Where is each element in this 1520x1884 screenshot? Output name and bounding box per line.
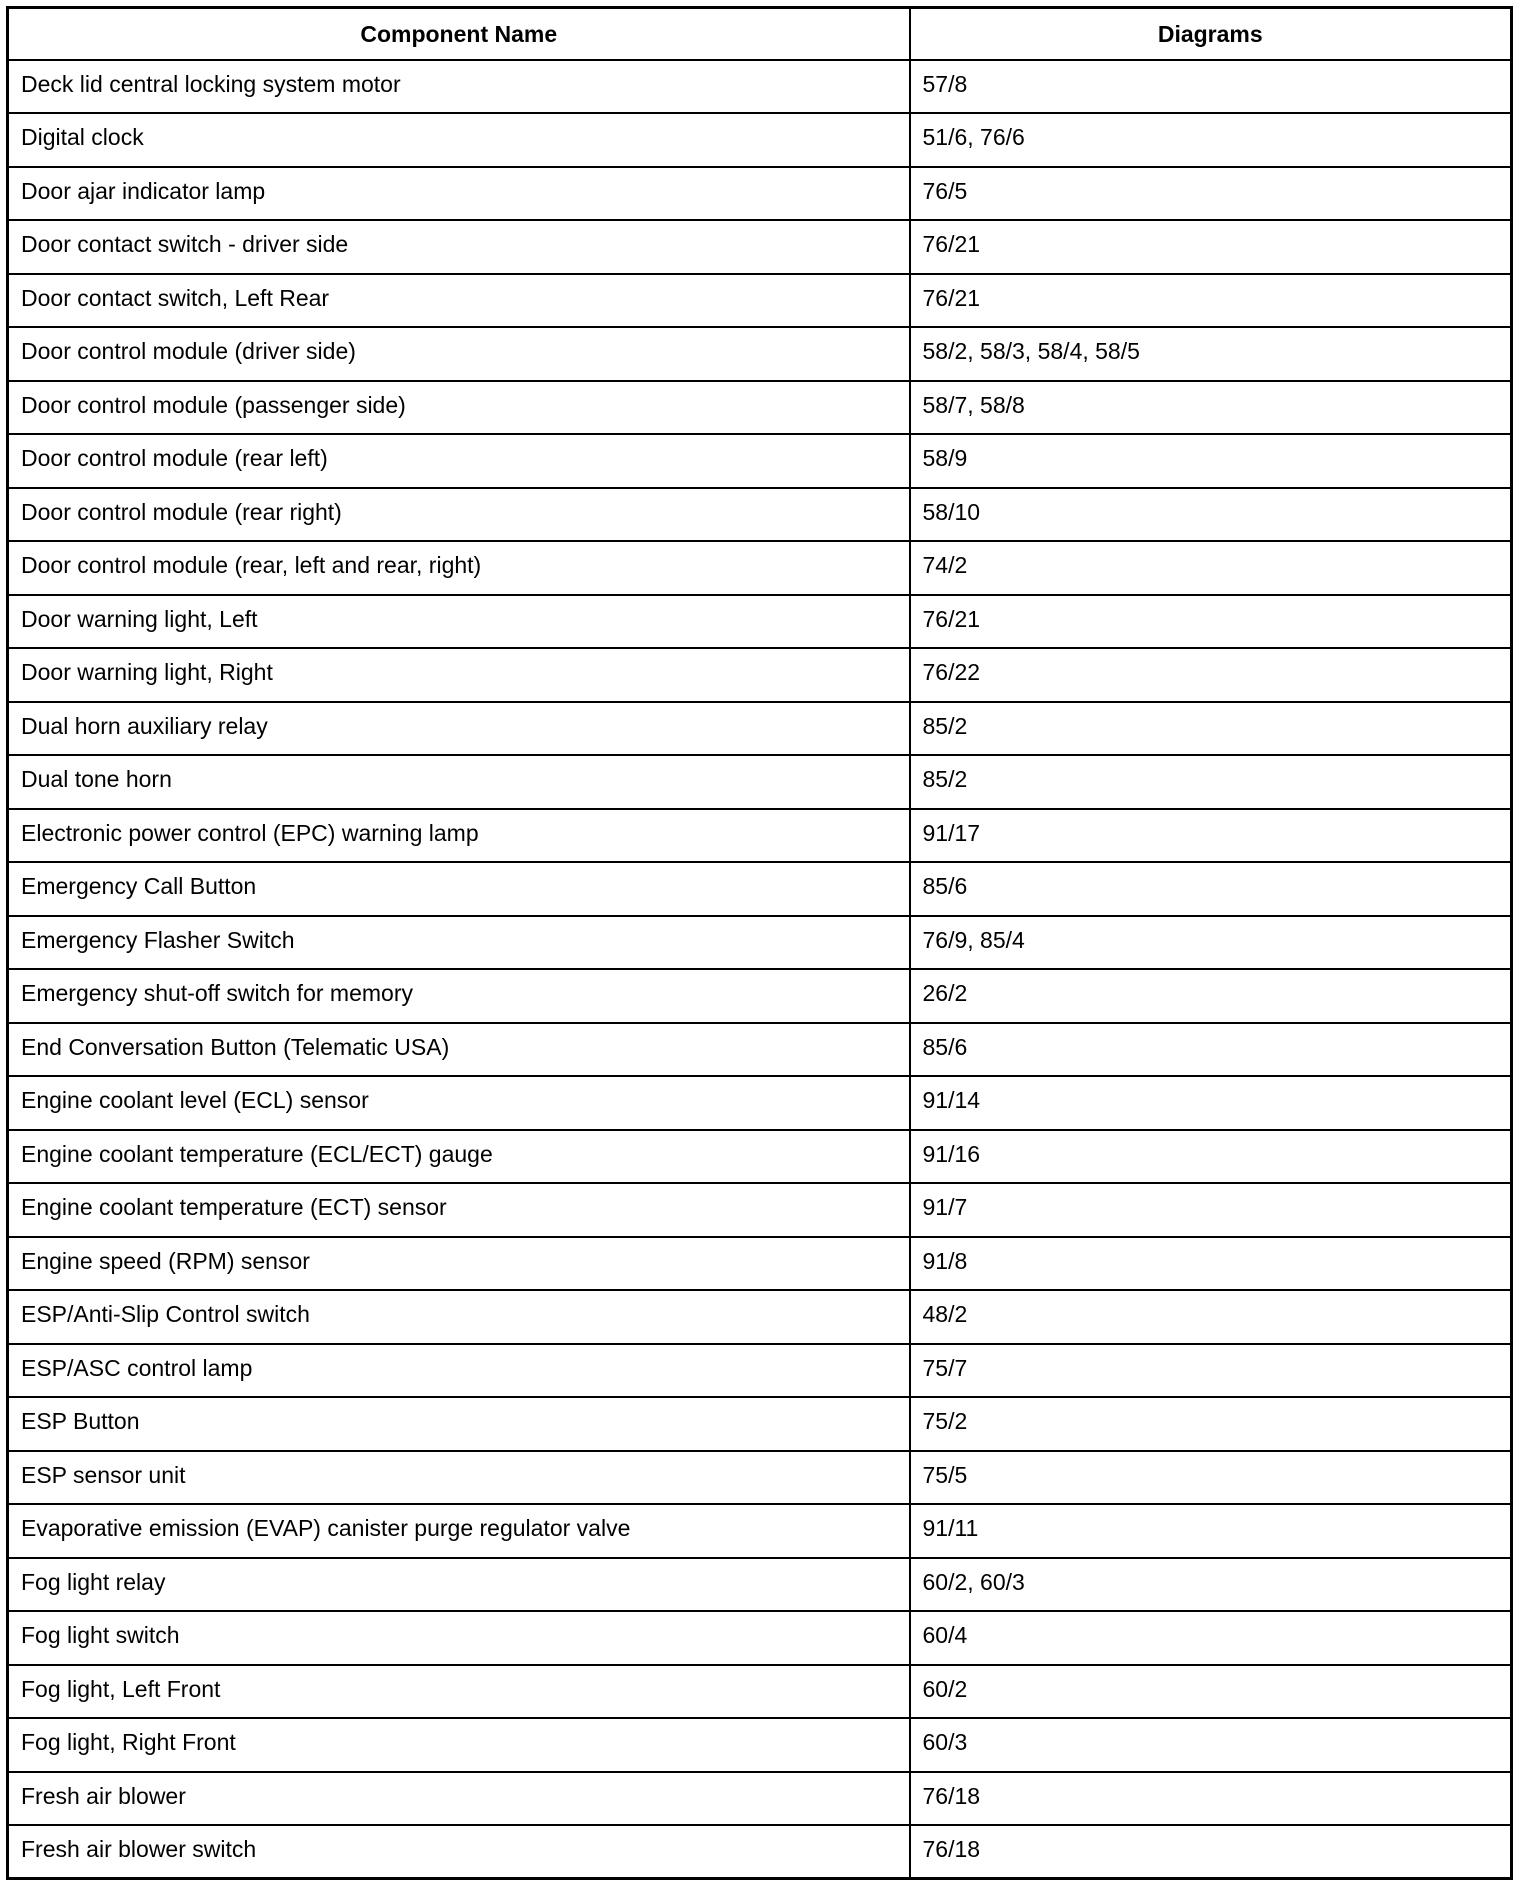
- diagrams-cell: 60/2, 60/3: [910, 1558, 1512, 1612]
- component-name-cell: Digital clock: [8, 113, 910, 167]
- table-row: [8, 1772, 1512, 1826]
- diagrams-cell: 58/2, 58/3, 58/4, 58/5: [910, 327, 1512, 381]
- component-name-cell: Emergency Call Button: [8, 862, 910, 916]
- component-diagram-table: [6, 6, 1513, 1880]
- component-name-cell: Fog light relay: [8, 1558, 910, 1612]
- table-row: [8, 1023, 1512, 1077]
- table-row: [8, 1290, 1512, 1344]
- diagrams-cell: 76/5: [910, 167, 1512, 221]
- diagrams-cell: 85/2: [910, 702, 1512, 756]
- component-name-cell: Engine coolant level (ECL) sensor: [8, 1076, 910, 1130]
- diagrams-cell: 57/8: [910, 60, 1512, 114]
- component-name-cell: Door contact switch, Left Rear: [8, 274, 910, 328]
- table-row: [8, 1825, 1512, 1879]
- table-row: [8, 1611, 1512, 1665]
- diagrams-cell: 76/22: [910, 648, 1512, 702]
- diagrams-cell: 85/6: [910, 862, 1512, 916]
- diagrams-cell: 76/18: [910, 1772, 1512, 1826]
- diagrams-cell: 58/7, 58/8: [910, 381, 1512, 435]
- table-row: [8, 1558, 1512, 1612]
- component-name-cell: Evaporative emission (EVAP) canister purge regulator valve: [8, 1504, 910, 1558]
- table-row: [8, 1237, 1512, 1291]
- diagrams-cell: 26/2: [910, 969, 1512, 1023]
- diagrams-cell: 91/11: [910, 1504, 1512, 1558]
- component-name-cell: Fresh air blower switch: [8, 1825, 910, 1879]
- component-name-cell: End Conversation Button (Telematic USA): [8, 1023, 910, 1077]
- component-name-cell: Emergency Flasher Switch: [8, 916, 910, 970]
- table-row: [8, 595, 1512, 649]
- table-row: [8, 648, 1512, 702]
- component-name-cell: Door control module (rear left): [8, 434, 910, 488]
- table-row: [8, 702, 1512, 756]
- diagrams-cell: 74/2: [910, 541, 1512, 595]
- component-name-cell: Fresh air blower: [8, 1772, 910, 1826]
- diagrams-cell: 76/18: [910, 1825, 1512, 1879]
- table-row: [8, 434, 1512, 488]
- component-name-cell: Emergency shut-off switch for memory: [8, 969, 910, 1023]
- component-diagram-table-container: [6, 6, 1510, 1877]
- diagrams-cell: 60/2: [910, 1665, 1512, 1719]
- table-body: [8, 60, 1512, 1879]
- component-name-cell: Fog light, Left Front: [8, 1665, 910, 1719]
- table-row: [8, 541, 1512, 595]
- table-row: [8, 862, 1512, 916]
- table-row: [8, 1718, 1512, 1772]
- diagrams-cell: 91/8: [910, 1237, 1512, 1291]
- table-row: [8, 274, 1512, 328]
- table-row: [8, 113, 1512, 167]
- diagrams-cell: 85/6: [910, 1023, 1512, 1077]
- component-name-cell: Deck lid central locking system motor: [8, 60, 910, 114]
- diagrams-cell: 91/16: [910, 1130, 1512, 1184]
- diagrams-cell: 48/2: [910, 1290, 1512, 1344]
- table-row: [8, 1130, 1512, 1184]
- component-name-cell: ESP sensor unit: [8, 1451, 910, 1505]
- component-name-cell: ESP Button: [8, 1397, 910, 1451]
- table-row: [8, 381, 1512, 435]
- table-row: [8, 1451, 1512, 1505]
- component-name-cell: Dual tone horn: [8, 755, 910, 809]
- component-name-cell: Door control module (driver side): [8, 327, 910, 381]
- component-name-cell: ESP/Anti-Slip Control switch: [8, 1290, 910, 1344]
- diagrams-cell: 75/2: [910, 1397, 1512, 1451]
- diagrams-cell: 75/7: [910, 1344, 1512, 1398]
- component-name-cell: Door control module (rear, left and rear, right): [8, 541, 910, 595]
- table-row: [8, 167, 1512, 221]
- component-name-cell: Door control module (rear right): [8, 488, 910, 542]
- table-row: [8, 809, 1512, 863]
- diagrams-cell: 76/9, 85/4: [910, 916, 1512, 970]
- table-row: [8, 1665, 1512, 1719]
- table-row: [8, 1183, 1512, 1237]
- table-row: [8, 327, 1512, 381]
- table-row: [8, 1397, 1512, 1451]
- diagrams-cell: 58/10: [910, 488, 1512, 542]
- component-name-cell: ESP/ASC control lamp: [8, 1344, 910, 1398]
- table-row: [8, 488, 1512, 542]
- table-row: [8, 1076, 1512, 1130]
- table-row: [8, 969, 1512, 1023]
- diagrams-cell: 85/2: [910, 755, 1512, 809]
- table-header-row: [8, 8, 1512, 60]
- component-name-cell: Engine coolant temperature (ECL/ECT) gauge: [8, 1130, 910, 1184]
- diagrams-cell: 60/3: [910, 1718, 1512, 1772]
- component-name-cell: Fog light, Right Front: [8, 1718, 910, 1772]
- component-name-cell: Door ajar indicator lamp: [8, 167, 910, 221]
- table-row: [8, 1344, 1512, 1398]
- table-row: [8, 60, 1512, 114]
- diagrams-cell: 51/6, 76/6: [910, 113, 1512, 167]
- table-row: [8, 755, 1512, 809]
- header-diagrams: Diagrams: [910, 8, 1512, 60]
- header-component-name: Component Name: [8, 8, 910, 60]
- diagrams-cell: 91/17: [910, 809, 1512, 863]
- component-name-cell: Door warning light, Left: [8, 595, 910, 649]
- component-name-cell: Fog light switch: [8, 1611, 910, 1665]
- component-name-cell: Electronic power control (EPC) warning lamp: [8, 809, 910, 863]
- diagrams-cell: 91/14: [910, 1076, 1512, 1130]
- diagrams-cell: 76/21: [910, 274, 1512, 328]
- component-name-cell: Door warning light, Right: [8, 648, 910, 702]
- diagrams-cell: 91/7: [910, 1183, 1512, 1237]
- table-row: [8, 1504, 1512, 1558]
- component-name-cell: Door control module (passenger side): [8, 381, 910, 435]
- component-name-cell: Dual horn auxiliary relay: [8, 702, 910, 756]
- diagrams-cell: 76/21: [910, 595, 1512, 649]
- component-name-cell: Engine speed (RPM) sensor: [8, 1237, 910, 1291]
- diagrams-cell: 58/9: [910, 434, 1512, 488]
- table-row: [8, 220, 1512, 274]
- diagrams-cell: 75/5: [910, 1451, 1512, 1505]
- table-row: [8, 916, 1512, 970]
- diagrams-cell: 60/4: [910, 1611, 1512, 1665]
- component-name-cell: Door contact switch - driver side: [8, 220, 910, 274]
- diagrams-cell: 76/21: [910, 220, 1512, 274]
- component-name-cell: Engine coolant temperature (ECT) sensor: [8, 1183, 910, 1237]
